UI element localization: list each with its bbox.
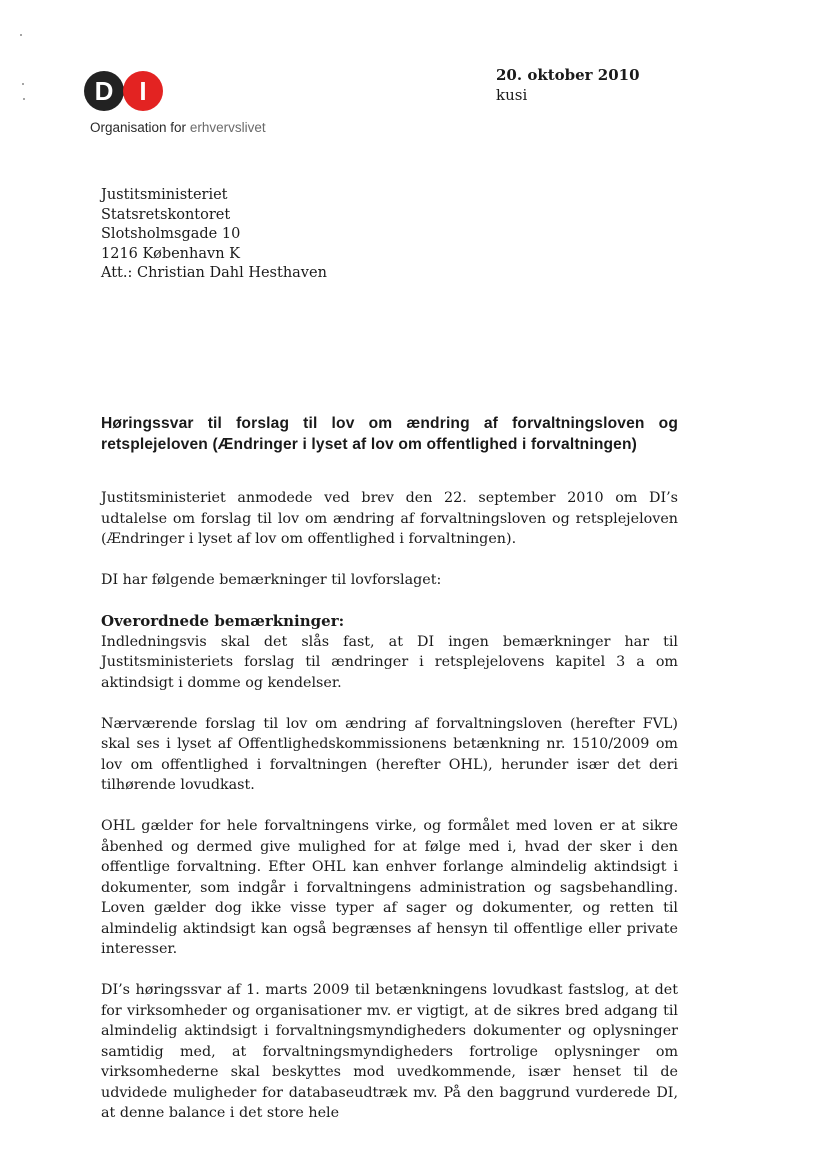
body-paragraph: DI’s høringssvar af 1. marts 2009 til betænkningens lovudkast fastslog, at det for virksomheder og organisationer mv. er vigtigt, at de sikres bred adgang til almindelig aktindsigt i forvaltningsmyndigheders dokumenter og oplysninger samtidig med, at forvaltningsmyndigheders fortrolige oplysninger om virksomhederne skal beskyttes mod uvedkommende, især henset til de udvidede muligheder for databaseudtræk mv. På den baggrund vurderede DI, at denne balance i det store hele	[101, 982, 678, 1121]
logo-tagline	[90, 120, 266, 135]
logo-tagline-main: Organisation for	[90, 120, 190, 135]
letter-date: 20. oktober 2010	[496, 66, 640, 84]
address-line: 1216 København K	[101, 245, 240, 262]
body-paragraph-lead: DI har følgende bemærkninger til lovforslaget:	[101, 572, 442, 588]
body-paragraph: Nærværende forslag til lov om ændring af forvaltningsloven (herefter FVL) skal ses i lyset af Offentlighedskommissionens betænkning nr. 1510/2009 om lov om offentlighed i forvaltningen (herefter OHL), herunder især det deri tilhørende lovudkast.	[101, 715, 678, 793]
logo-letter-d: D	[94, 76, 114, 106]
logo-tagline-light: erhvervslivet	[189, 120, 266, 135]
body-paragraph: Indledningsvis skal det slås fast, at DI ingen bemærkninger har til Justitsministeriets forslag til ændringer i retsplejelovens kapitel 3 a om aktindsigt i domme og kendelser.	[101, 633, 678, 691]
address-line: Justitsministeriet	[101, 187, 228, 203]
address-line: Slotsholmsgade 10	[101, 226, 241, 242]
letter-subject: Høringssvar til forslag til lov om ændring af forvaltningsloven og retsplejeloven (Ændringer i lyset af lov om offentlighed i forvaltningen)	[101, 415, 678, 453]
recipient-address	[101, 186, 327, 284]
scan-speck	[23, 98, 25, 100]
logo-letter-i: I	[139, 76, 147, 106]
address-line: Statsretskontoret	[101, 206, 231, 223]
section-heading: Overordnede bemærkninger:	[101, 612, 345, 630]
letter-body	[101, 488, 678, 1144]
letter-initials: kusi	[496, 86, 528, 104]
scan-speck	[22, 83, 24, 85]
body-paragraph: OHL gælder for hele forvaltningens virke, og formålet med loven er at sikre åbenhed og dermed give mulighed for at følge med i, hvad der sker i den offentlige forvaltning. Efter OHL kan enhver forlange almindelig aktindsigt i dokumenter, som indgår i forvaltningens administration og sagsbehandling. Loven gælder dog ikke visse typer af sager og dokumenter, og retten til almindelig aktindsigt kan også begrænses af hensyn til offentlige eller private interesser.	[101, 818, 678, 957]
scan-speck	[20, 34, 22, 36]
letter-meta	[496, 65, 640, 105]
body-paragraph-intro: Justitsministeriet anmodede ved brev den 22. september 2010 om DI’s udtalelse om forslag til lov om ændring af forvaltningsloven og retsplejeloven (Ændringer i lyset af lov om offentlighed i forvaltningen).	[101, 490, 678, 547]
address-line: Att.: Christian Dahl Hesthaven	[101, 265, 327, 281]
di-logo	[84, 71, 284, 141]
